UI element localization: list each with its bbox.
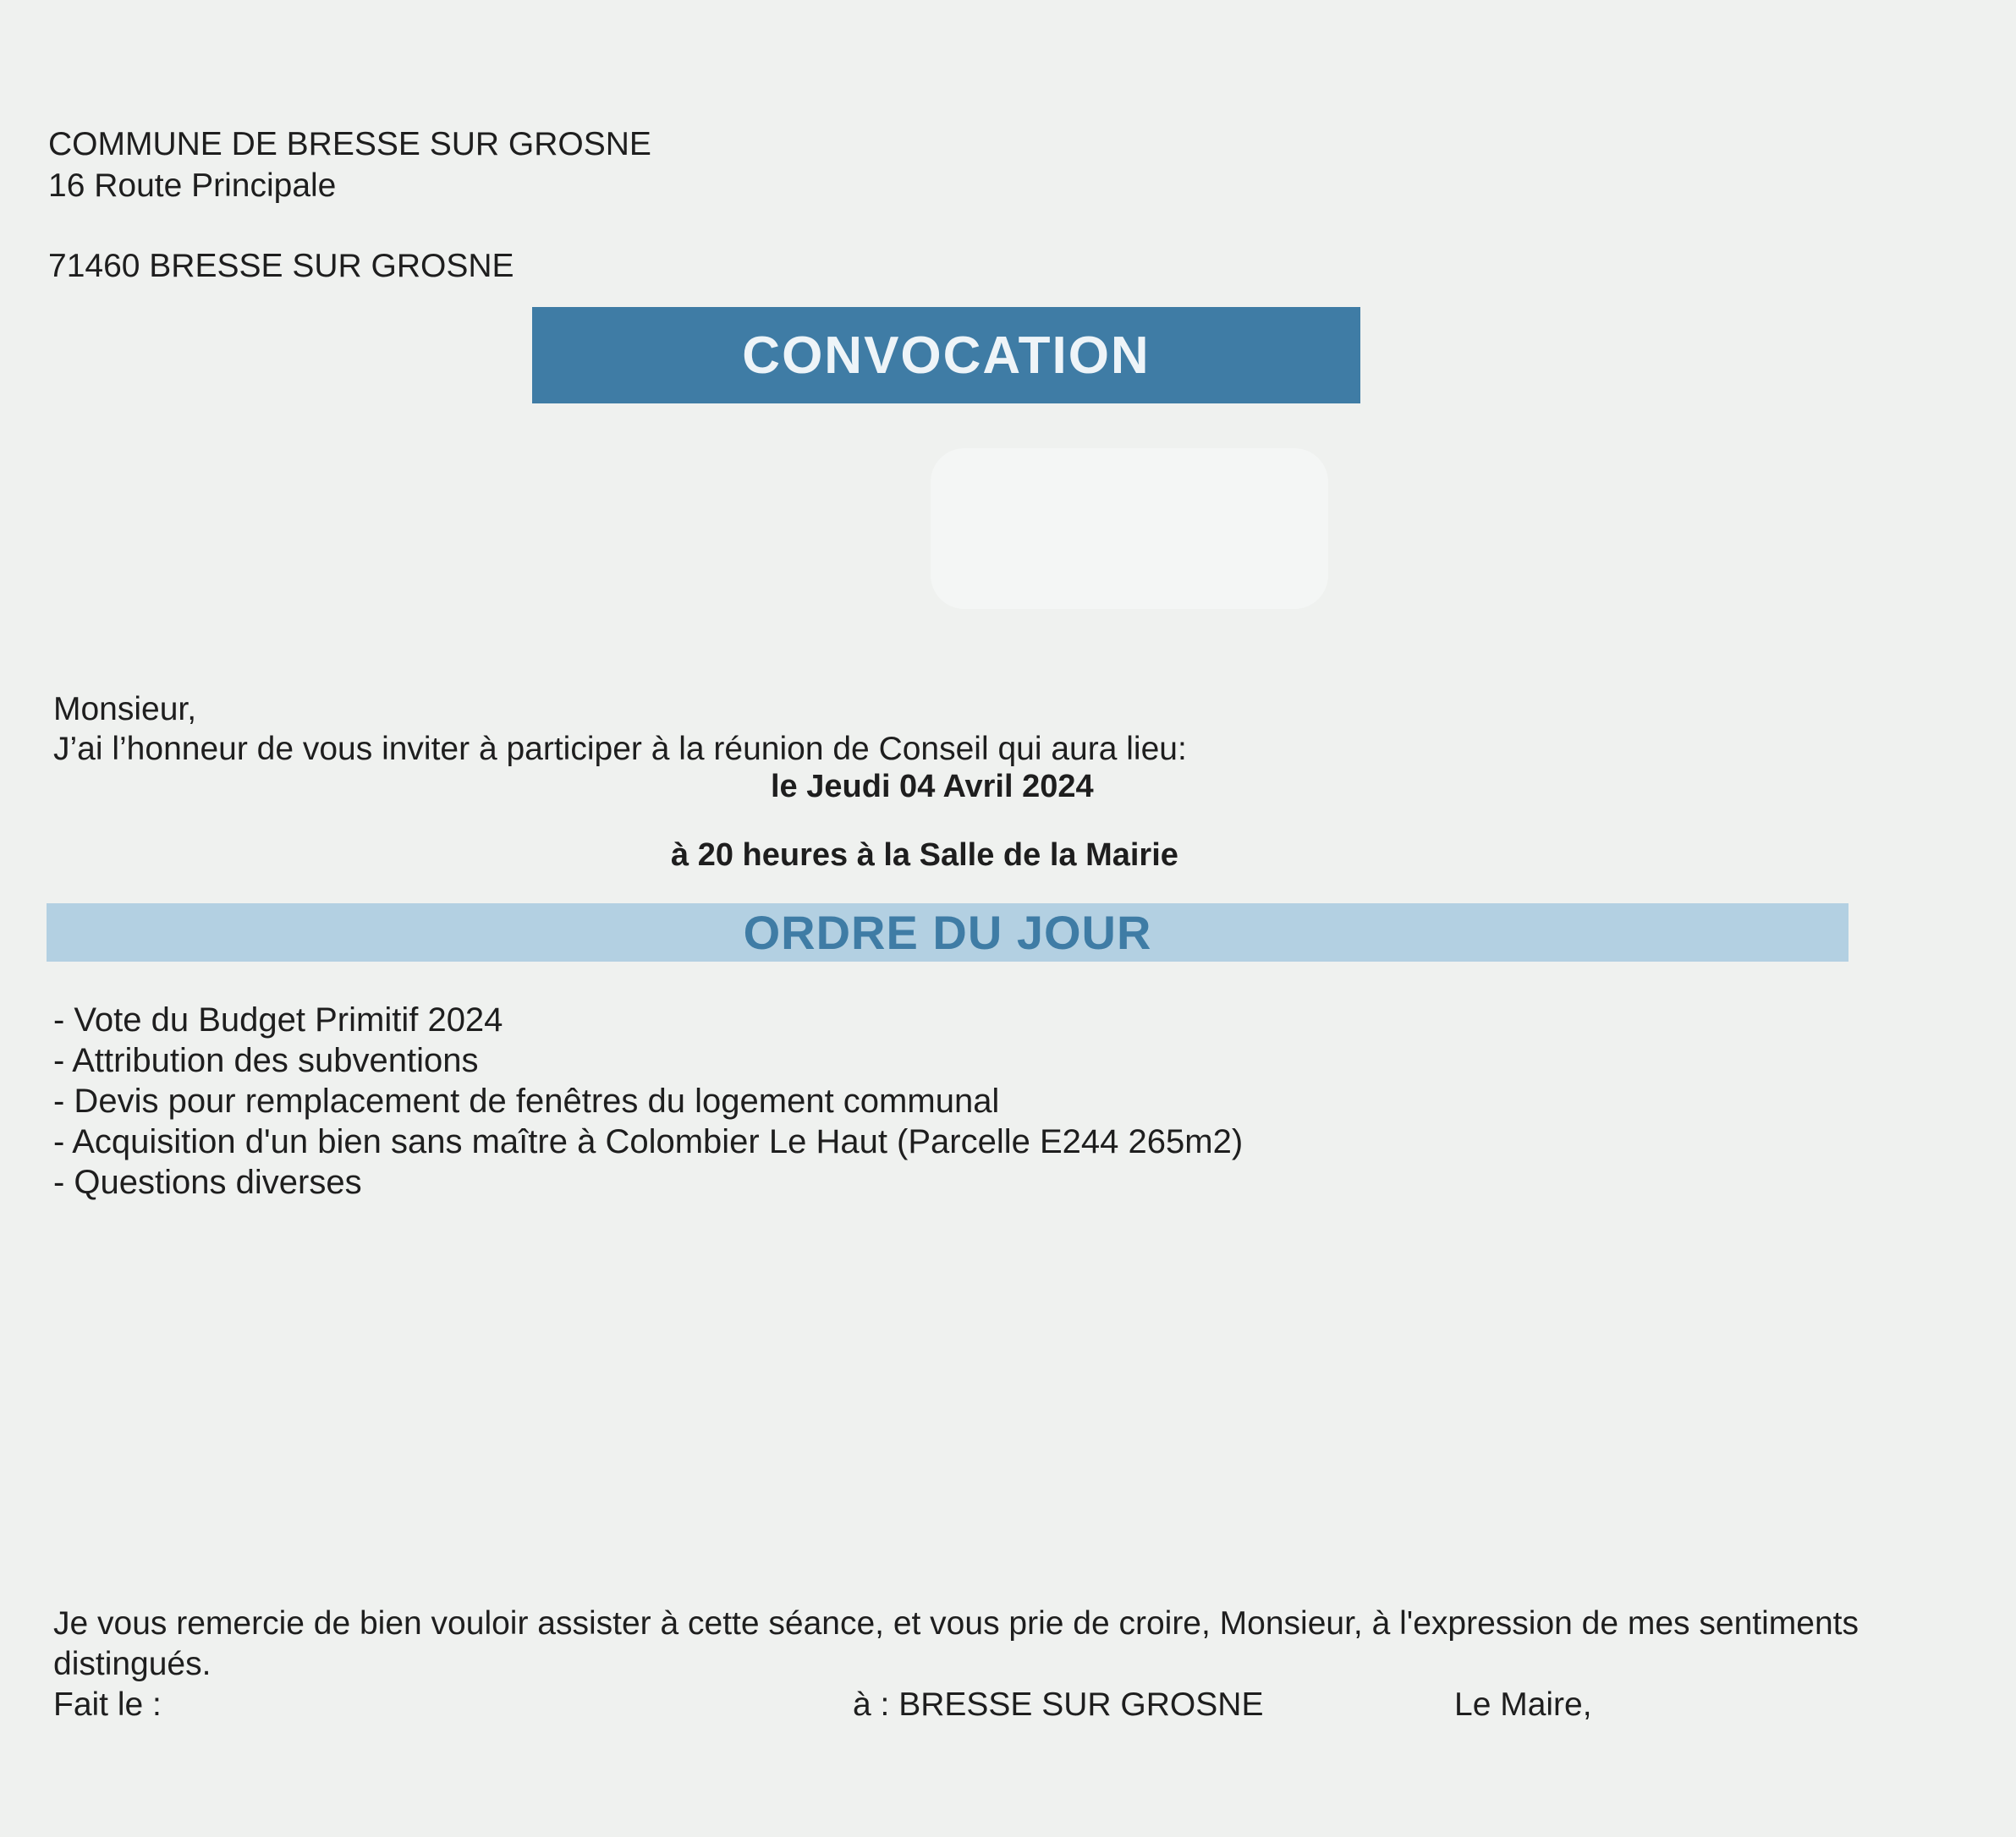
agenda-item: - Acquisition d'un bien sans maître à Colombier Le Haut (Parcelle E244 265m2) (53, 1123, 1244, 1160)
agenda-item: - Vote du Budget Primitif 2024 (53, 1001, 503, 1039)
convocation-banner (532, 307, 1360, 403)
agenda-item: - Attribution des subventions (53, 1042, 479, 1079)
salutation: Monsieur, (53, 691, 197, 727)
signature-maire: Le Maire, (1454, 1686, 1592, 1723)
agenda-item: - Devis pour remplacement de fenêtres du logement communal (53, 1083, 1000, 1120)
convocation-title: CONVOCATION (742, 326, 1151, 385)
agenda-list (53, 1000, 1243, 1203)
closing-text: Je vous remercie de bien vouloir assister à cette séance, et vous prie de croire, Monsieur, à l'expression de mes sentiments distingués. (53, 1605, 1859, 1682)
signature-location: à : BRESSE SUR GROSNE (853, 1686, 1264, 1723)
sender-street: 16 Route Principale (48, 167, 337, 204)
meeting-date: le Jeudi 04 Avril 2024 (771, 769, 1094, 804)
ordre-du-jour-banner (47, 903, 1848, 962)
meeting-time-place: à 20 heures à la Salle de la Mairie (671, 837, 1178, 873)
ordre-du-jour-title: ORDRE DU JOUR (743, 906, 1152, 959)
sender-city: 71460 BRESSE SUR GROSNE (48, 248, 514, 284)
sender-name: COMMUNE DE BRESSE SUR GROSNE (48, 126, 651, 162)
fait-le-label: Fait le : (53, 1686, 162, 1723)
recipient-blank-area (931, 448, 1328, 609)
invitation-text: J’ai l’honneur de vous inviter à participer à la réunion de Conseil qui aura lieu: (53, 731, 1187, 767)
agenda-item: - Questions diverses (53, 1164, 362, 1201)
